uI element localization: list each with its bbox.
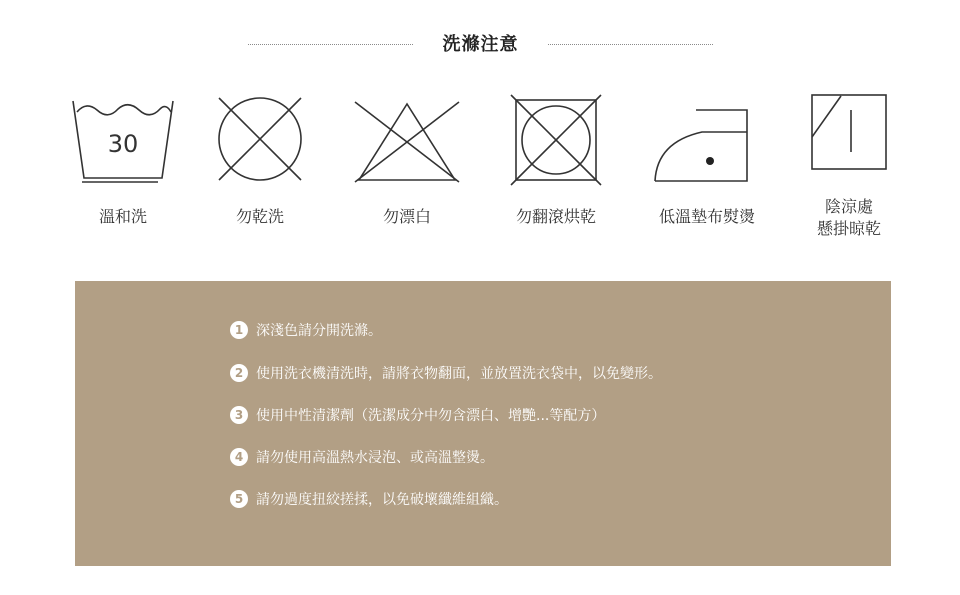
list-number-badge: 4 bbox=[230, 448, 248, 466]
no-dry-clean-icon bbox=[210, 92, 310, 186]
no-bleach-icon bbox=[345, 92, 469, 186]
list-item bbox=[230, 320, 382, 342]
list-item bbox=[230, 405, 605, 427]
title-divider-right bbox=[548, 44, 713, 45]
list-number-badge: 2 bbox=[230, 364, 248, 382]
no-dry-clean-label: 勿乾洗 bbox=[235, 207, 284, 226]
note-text: 深淺色請分開洗滌。 bbox=[256, 323, 382, 339]
shade-hang-dry-label-line1: 陰涼處 bbox=[824, 197, 873, 216]
wash-30-label: 溫和洗 bbox=[98, 207, 147, 226]
shade-hang-dry-label-line2: 懸掛晾乾 bbox=[816, 219, 881, 238]
title-divider-left bbox=[248, 44, 413, 45]
note-text: 使用洗衣機清洗時，請將衣物翻面，並放置洗衣袋中，以免變形。 bbox=[256, 366, 662, 382]
note-text: 使用中性清潔劑（洗潔成分中勿含漂白、增艷...等配方） bbox=[256, 408, 606, 424]
section-title: 洗滌注意 bbox=[442, 34, 519, 55]
no-tumble-dry-icon bbox=[508, 92, 604, 188]
iron-low-icon bbox=[652, 92, 752, 186]
no-bleach-label: 勿漂白 bbox=[382, 207, 431, 226]
list-number-badge: 1 bbox=[230, 321, 248, 339]
note-text: 請勿過度扭絞搓揉，以免破壞纖維組織。 bbox=[256, 492, 508, 508]
list-item bbox=[230, 363, 662, 385]
shade-hang-dry-icon bbox=[808, 92, 890, 174]
svg-text:30: 30 bbox=[107, 130, 139, 158]
list-item bbox=[230, 489, 508, 511]
note-text: 請勿使用高溫熱水浸泡、或高溫整燙。 bbox=[256, 450, 494, 466]
wash-30-icon bbox=[70, 92, 176, 184]
shade-hang-dry-label bbox=[779, 196, 919, 240]
list-item bbox=[230, 447, 494, 469]
list-number-badge: 5 bbox=[230, 490, 248, 508]
section-header bbox=[0, 30, 960, 58]
list-number-badge: 3 bbox=[230, 406, 248, 424]
no-tumble-dry-label: 勿翻滾烘乾 bbox=[515, 207, 596, 226]
iron-low-label: 低溫墊布熨燙 bbox=[658, 207, 755, 226]
